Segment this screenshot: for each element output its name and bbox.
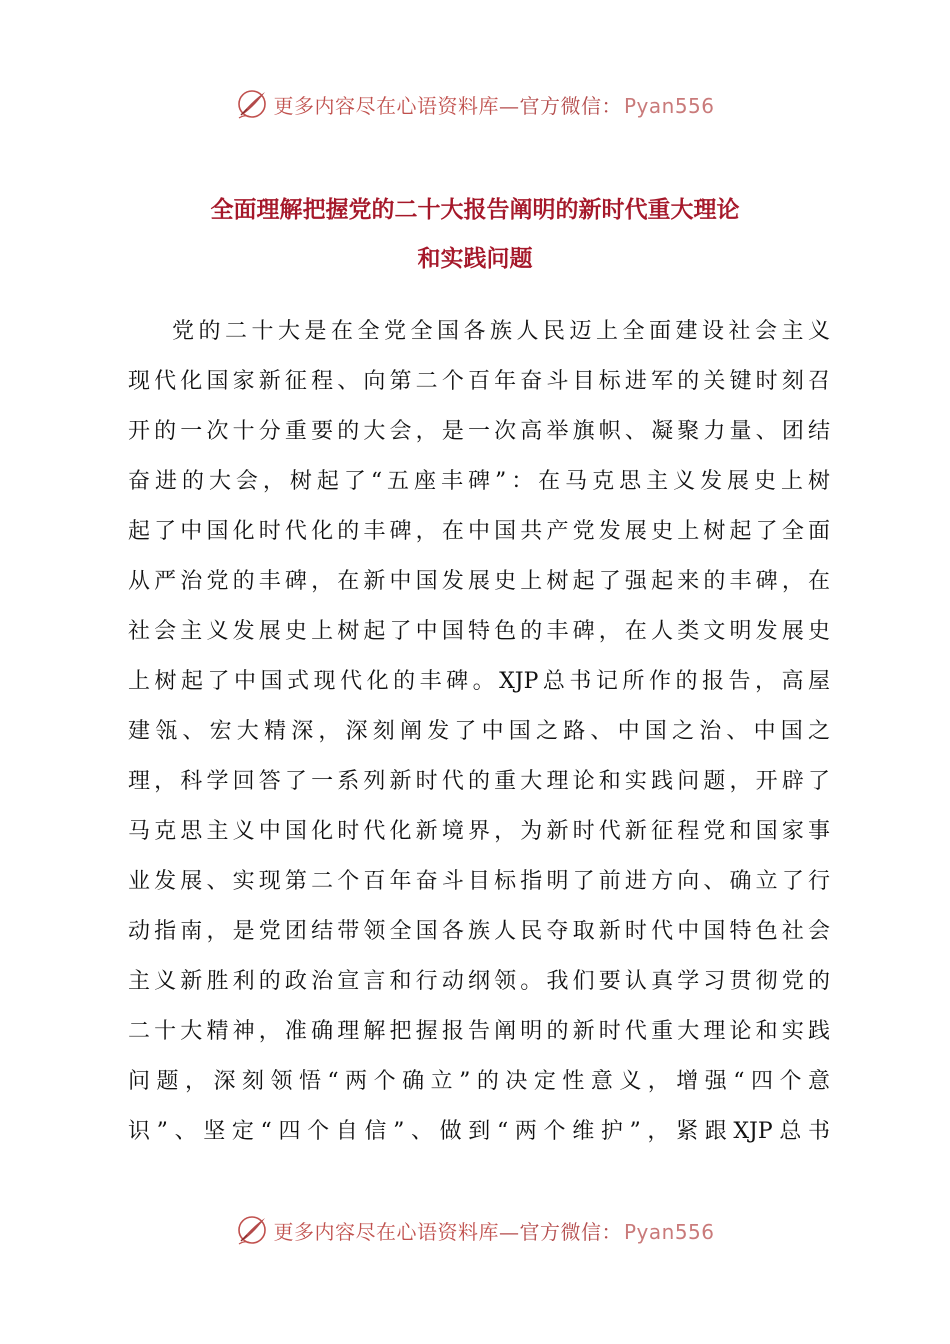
watermark-brand: 更多内容尽在心语资料库 [273, 1219, 499, 1244]
body-line: 奋进的大会，树起了“五座丰碑”：在马克思主义发展史上树 [128, 469, 830, 494]
quill-pen-icon [235, 1213, 269, 1247]
watermark-brand: 更多内容尽在心语资料库 [273, 93, 499, 118]
body-line: 主义新胜利的政治宣言和行动纲领。我们要认真学习贯彻党的 [128, 969, 830, 994]
body-paragraph [128, 307, 830, 1157]
body-line: 开的一次十分重要的大会，是一次高举旗帜、凝聚力量、团结 [128, 419, 830, 444]
watermark-text [273, 1216, 714, 1245]
body-line: 上树起了中国式现代化的丰碑。XJP总书记所作的报告，高屋 [128, 669, 830, 694]
footer-watermark [0, 1210, 950, 1250]
watermark-handle: Pyan556 [623, 93, 715, 118]
watermark-handle: Pyan556 [623, 1219, 715, 1244]
watermark-separator: — [498, 93, 520, 118]
header-watermark [0, 84, 950, 124]
document-title-line-2: 和实践问题 [417, 246, 533, 272]
body-line: 从严治党的丰碑，在新中国发展史上树起了强起来的丰碑，在 [128, 569, 830, 594]
watermark-wechat-label: 官方微信： [519, 93, 622, 118]
document-title-line-1: 全面理解把握党的二十大报告阐明的新时代重大理论 [210, 197, 740, 223]
body-line: 问题，深刻领悟“两个确立”的决定性意义，增强“四个意 [128, 1069, 830, 1094]
body-line: 识”、坚定“四个自信”、做到“两个维护”，紧跟XJP总书 [128, 1119, 830, 1144]
body-line: 社会主义发展史上树起了中国特色的丰碑，在人类文明发展史 [128, 619, 830, 644]
body-line: 建瓴、宏大精深，深刻阐发了中国之路、中国之治、中国之 [128, 719, 830, 744]
body-line: 党的二十大是在全党全国各族人民迈上全面建设社会主义 [172, 319, 830, 344]
quill-pen-icon [235, 87, 269, 121]
watermark-text [273, 90, 714, 119]
body-line: 马克思主义中国化时代化新境界，为新时代新征程党和国家事 [128, 819, 830, 844]
watermark-wechat-label: 官方微信： [519, 1219, 622, 1244]
watermark-separator: — [498, 1219, 520, 1244]
body-line: 二十大精神，准确理解把握报告阐明的新时代重大理论和实践 [128, 1019, 830, 1044]
body-line: 动指南，是党团结带领全国各族人民夺取新时代中国特色社会 [128, 919, 830, 944]
body-line: 理，科学回答了一系列新时代的重大理论和实践问题，开辟了 [128, 769, 830, 794]
body-line: 业发展、实现第二个百年奋斗目标指明了前进方向、确立了行 [128, 869, 830, 894]
body-line: 现代化国家新征程、向第二个百年奋斗目标进军的关键时刻召 [128, 369, 830, 394]
body-line: 起了中国化时代化的丰碑，在中国共产党发展史上树起了全面 [128, 519, 830, 544]
